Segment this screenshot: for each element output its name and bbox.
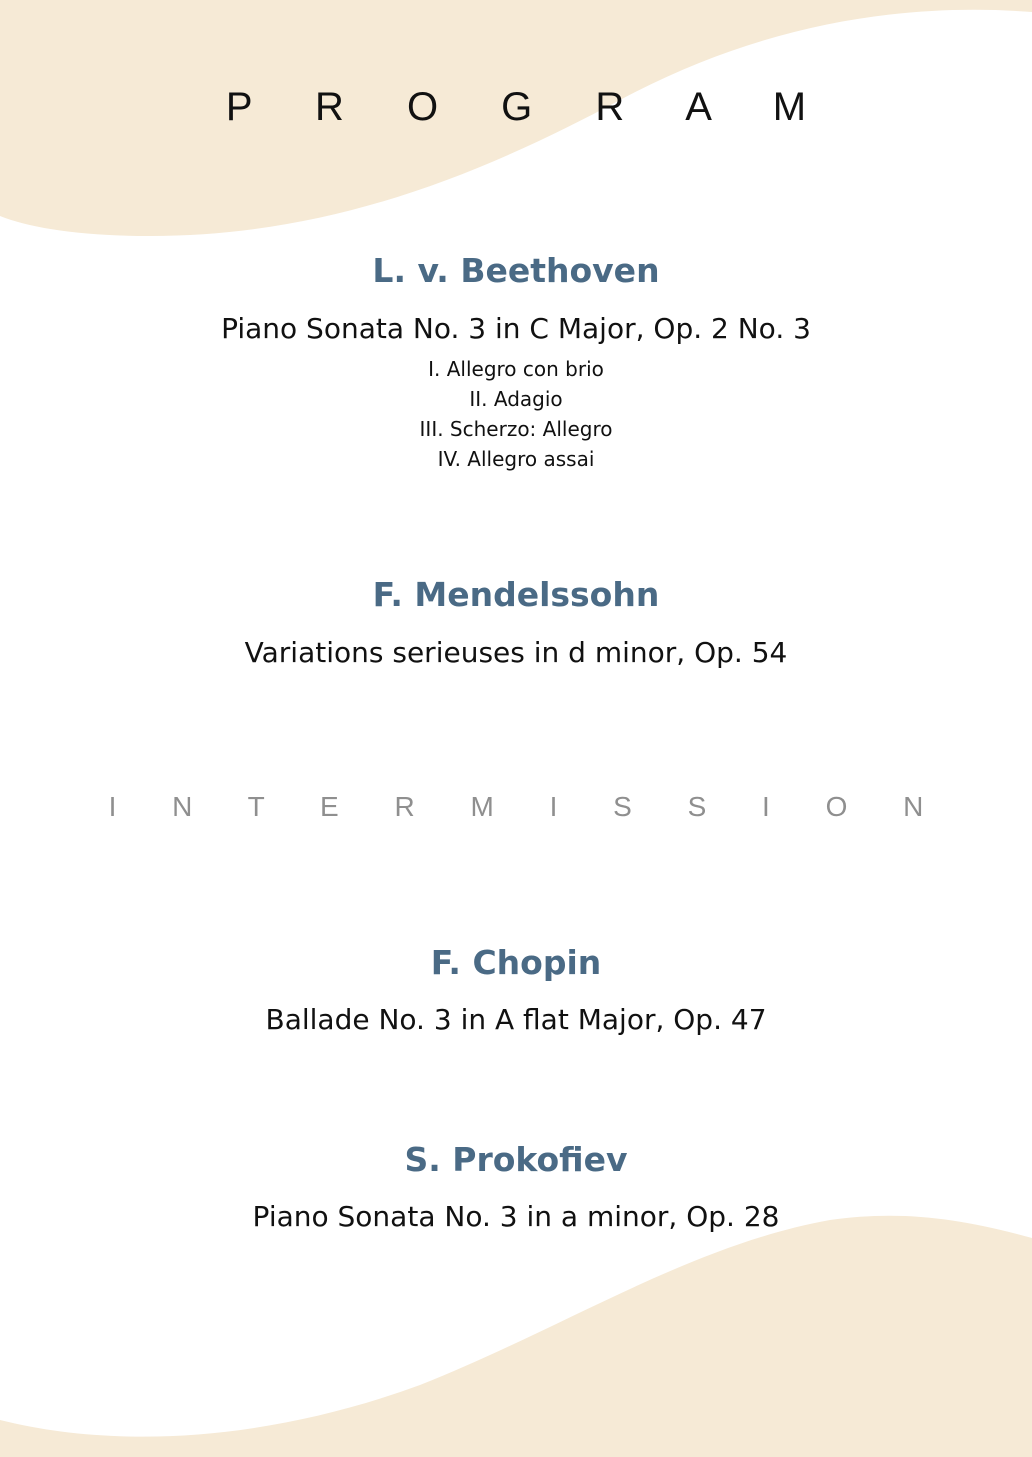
page-title: P R O G R A M xyxy=(225,85,833,129)
work-mendelssohn-variations: Variations serieuses in d minor, Op. 54 xyxy=(244,636,788,669)
intermission-label: I N T E R M I S S I O N xyxy=(108,791,948,822)
composer-beethoven: L. v. Beethoven xyxy=(372,251,660,290)
movement-item: II. Adagio xyxy=(469,387,563,411)
movement-list xyxy=(0,354,1032,474)
work-prokofiev-sonata: Piano Sonata No. 3 in a minor, Op. 28 xyxy=(252,1200,780,1233)
movement-item: IV. Allegro assai xyxy=(437,447,595,471)
work-beethoven-sonata: Piano Sonata No. 3 in C Major, Op. 2 No. 3 xyxy=(221,312,811,345)
movement-item: I. Allegro con brio xyxy=(428,357,604,381)
composer-mendelssohn: F. Mendelssohn xyxy=(372,575,660,614)
movement-item: III. Scherzo: Allegro xyxy=(419,417,613,441)
composer-prokofiev: S. Prokofiev xyxy=(404,1140,628,1179)
composer-chopin: F. Chopin xyxy=(430,943,602,982)
work-chopin-ballade: Ballade No. 3 in A flat Major, Op. 47 xyxy=(265,1003,767,1036)
